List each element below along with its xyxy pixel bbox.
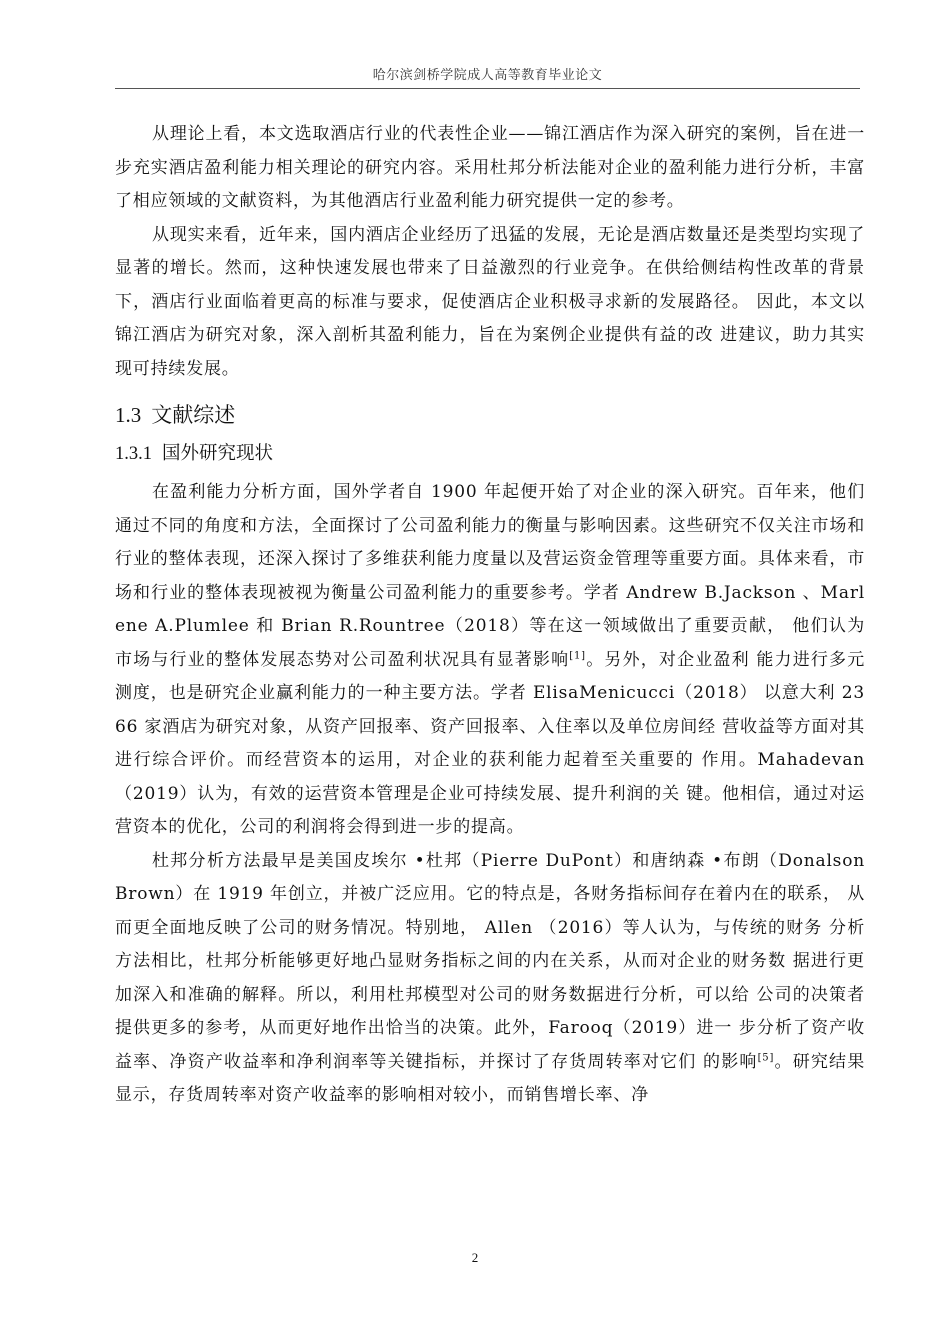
citation-ref: [5] — [757, 1051, 775, 1063]
citation-ref: [1] — [569, 649, 586, 661]
paragraph-text: 。研究结果显示，存货周转率对资产收益率的影响相对较小，而销售增长率、净 — [115, 1051, 866, 1105]
paragraph-theory: 从理论上看，本文选取酒店行业的代表性企业——锦江酒店作为深入研究的案例，旨在进一步充实酒店盈利能力相关理论的研究内容。采用杜邦分析法能对企业的盈利能力进行分析，丰富了相应领域的文献资料，为其他酒店行业盈利能力研究提供一定的参考。 — [115, 124, 865, 211]
section-title: 文献综述 — [151, 403, 236, 427]
section-heading — [115, 396, 865, 434]
paragraph-text: 。另外，对企业盈利 能力进行多元测度，也是研究企业赢利能力的一种主要方法。学者 ElisaMenicucci（2018） 以意大利 2366 家酒店为研究对象，从资产回报率、资产回报率、入住率以及单位房间经 营收益等方面对其进行综合评价。而经营资本的运用，对企业的获利能力起着至关重要的 作用。Mahadevan （2019）认为，有效的运营资本管理是企业可持续发展、提升利润的关 键。他相信，通过对运营资本的优化，公司的利润将会得到进一步的提高。 — [115, 649, 866, 837]
section-number: 1.3 — [115, 403, 142, 427]
header-rule — [115, 88, 860, 89]
paragraph-dupont — [115, 845, 865, 1113]
running-header: 哈尔滨剑桥学院成人高等教育毕业论文 — [372, 68, 603, 83]
paragraph-practice: 从现实来看，近年来，国内酒店企业经历了迅猛的发展，无论是酒店数量还是类型均实现了显著的增长。然而，这种快速发展也带来了日益激烈的行业竞争。在供给侧结构性改革的背景下，酒店行业面临着更高的标准与要求，促使酒店企业积极寻求新的发展路径。 因此，本文以锦江酒店为研究对象，深入剖析其盈利能力，旨在为案例企业提供有益的改 进建议，助力其实现可持续发展。 — [115, 224, 865, 379]
subsection-number: 1.3.1 — [115, 444, 152, 464]
subsection-title: 国外研究现状 — [162, 443, 274, 464]
paragraph-foreign-research — [115, 476, 865, 845]
paragraph-text: 在盈利能力分析方面，国外学者自 1900 年起便开始了对企业的深入研究。百年来，他们通过不同的角度和方法，全面探讨了公司盈利能力的衡量与影响因素。这些研究不仅关注市场和行业的整体表现，还深入探讨了多维获利能力度量以及营运资金管理等重要方面。具体来看，市场和行业的整体表现被视为衡量公司盈利能力的重要参考。学者 Andrew B.Jackson 、Marlene A.Plumlee 和 Brian R.Rountree（2018）等在这一领域做出了重要贡献， 他们认为市场与行业的整体发展态势对公司盈利状况具有显著影响 — [115, 482, 865, 670]
paragraph-text: 杜邦分析方法最早是美国皮埃尔 •杜邦（Pierre DuPont）和唐纳森 •布朗（Donalson Brown）在 1919 年创立，并被广泛应用。它的特点是，各财务指标间存在着内在的联系， 从而更全面地反映了公司的财务情况。特别地， Allen （2016）等人认为，与传统的财务 分析方法相比，杜邦分析能够更好地凸显财务指标之间的内在关系，从而对企业的财务数 据进行更加深入和准确的解释。所以，利用杜邦模型对公司的财务数据进行分析，可以给 公司的决策者提供更多的参考，从而更好地作出恰当的决策。此外，Farooq（2019）进一 步分析了资产收益率、净资产收益率和净利润率等关键指标，并探讨了存货周转率对它们 的影响 — [115, 850, 865, 1072]
subsection-heading — [115, 436, 865, 472]
page-body — [115, 118, 865, 1113]
page-number: 2 — [471, 1250, 479, 1265]
